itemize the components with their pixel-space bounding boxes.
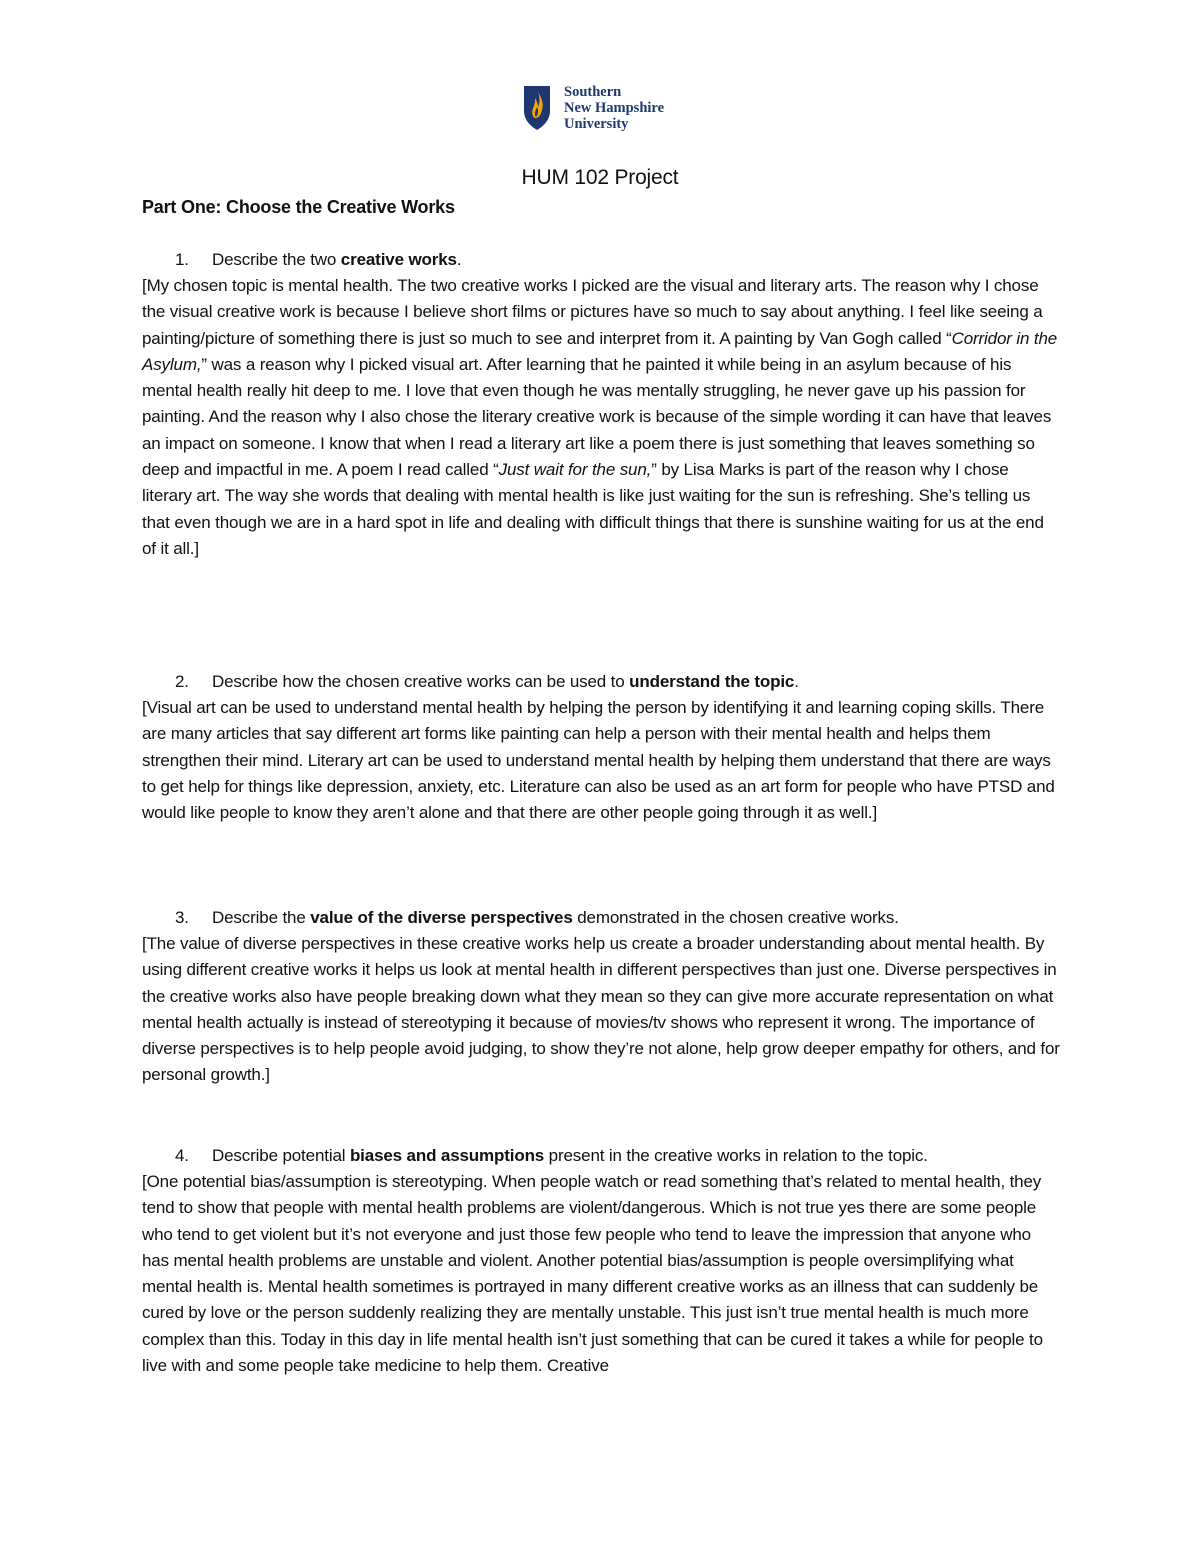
answer-text: [The value of diverse perspectives in these creative works help us create a broader understanding about mental health. By using different creative works it helps us look at mental health in different perspectives than just one. Diverse perspectives in the creative works also have people breaking down what they mean so they can give more accurate representation on what mental health actually is instead of stereotyping it because of movies/tv shows who represent it wrong. The importance of diverse perspectives is to help people avoid judging, to show they’re not alone, help grow deeper empathy for others, and for personal growth.]: [142, 934, 1060, 1085]
university-name: [564, 84, 664, 132]
flame-shield-icon: [522, 85, 552, 131]
poem-title: Just wait for the sun,: [498, 460, 652, 480]
answer-text: [Visual art can be used to understand mental health by helping the person by identifying it and learning coping skills. There are many articles that say different art forms like painting can help a person with their mental health and helps them strengthen their mind. Literary art can be used to understand mental health by helping them understand that there are ways to get help for things like depression, anxiety, etc. Literature can also be used as an art form for people who have PTSD and would like people to know they aren’t alone and that there are other people going through it as well.]: [142, 698, 1055, 823]
answer-4: [142, 1169, 1062, 1379]
logo-line-2: New Hampshire: [564, 100, 665, 116]
part-heading: Part One: Choose the Creative Works: [142, 197, 455, 217]
answer-2: [142, 695, 1062, 826]
question-keyword: creative works: [340, 250, 457, 269]
document-title: HUM 102 Project: [521, 166, 679, 189]
question-number: 4.: [175, 1146, 189, 1165]
artwork-title: Corridor in the Asylum,: [142, 328, 1058, 374]
question-number: 1.: [175, 250, 189, 269]
answer-3: [142, 931, 1062, 1089]
question-keyword: understand the topic: [629, 672, 795, 691]
question-text: Describe potential biases and assumptions present in the creative works in relation to the topic.: [212, 1146, 928, 1165]
question-text: Describe the two creative works.: [212, 250, 462, 269]
answer-1: [142, 273, 1062, 562]
question-text: Describe the value of the diverse perspectives demonstrated in the chosen creative works.: [212, 908, 899, 927]
question-keyword: biases and assumptions: [349, 1146, 545, 1165]
question-number: 3.: [175, 908, 189, 927]
question-number: 2.: [175, 672, 189, 691]
question-keyword: value of the diverse perspectives: [310, 908, 573, 927]
answer-text: [One potential bias/assumption is stereotyping. When people watch or read something that’s related to mental health, they tend to show that people with mental health problems are violent/dangerous. Which is not true yes there are some people who tend to get violent but it’s not everyone and just those few people who tend to leave the impression that anyone who has mental health problems are unstable and violent. Another potential bias/assumption is people oversimplifying what mental health is. Mental health sometimes is portrayed in many different creative works as an illness that can suddenly be cured by love or the person suddenly realizing they are mentally unstable. This just isn’t true mental health is much more complex than this. Today in this day in life mental health isn’t just something that can be cured it takes a while for people to live with and some people take medicine to help them. Creative: [142, 1172, 1043, 1376]
question-text: Describe how the chosen creative works can be used to understand the topic.: [212, 672, 799, 691]
snhu-logo: [522, 84, 664, 132]
logo-line-3: University: [564, 116, 629, 132]
answer-text: [My chosen topic is mental health. The two creative works I picked are the visual and literary arts. The reason why I chose the visual creative work is because I believe short films or pictures have so much to say about anything. I feel like seeing a painting/picture of something there is just so much to see and interpret from it. A painting by Van Gogh called “Corridor in the Asylum,” was a reason why I picked visual art. After learning that he painted it while being in an asylum because of his mental health really hit deep to me. I love that even though he was mentally struggling, he never gave up his passion for painting. And the reason why I also chose the literary creative work is because of the simple wording it can have that leaves an impact on someone. I know that when I read a literary art like a poem there is just something that leaves something so deep and impactful in me. A poem I read called “Just wait for the sun,” by Lisa Marks is part of the reason why I chose literary art. The way she words that dealing with mental health is like just waiting for the sun is refreshing. She’s telling us that even though we are in a hard spot in life and dealing with difficult things that there is sunshine waiting for us at the end of it all.]: [142, 276, 1058, 558]
logo-line-1: Southern: [564, 84, 622, 100]
